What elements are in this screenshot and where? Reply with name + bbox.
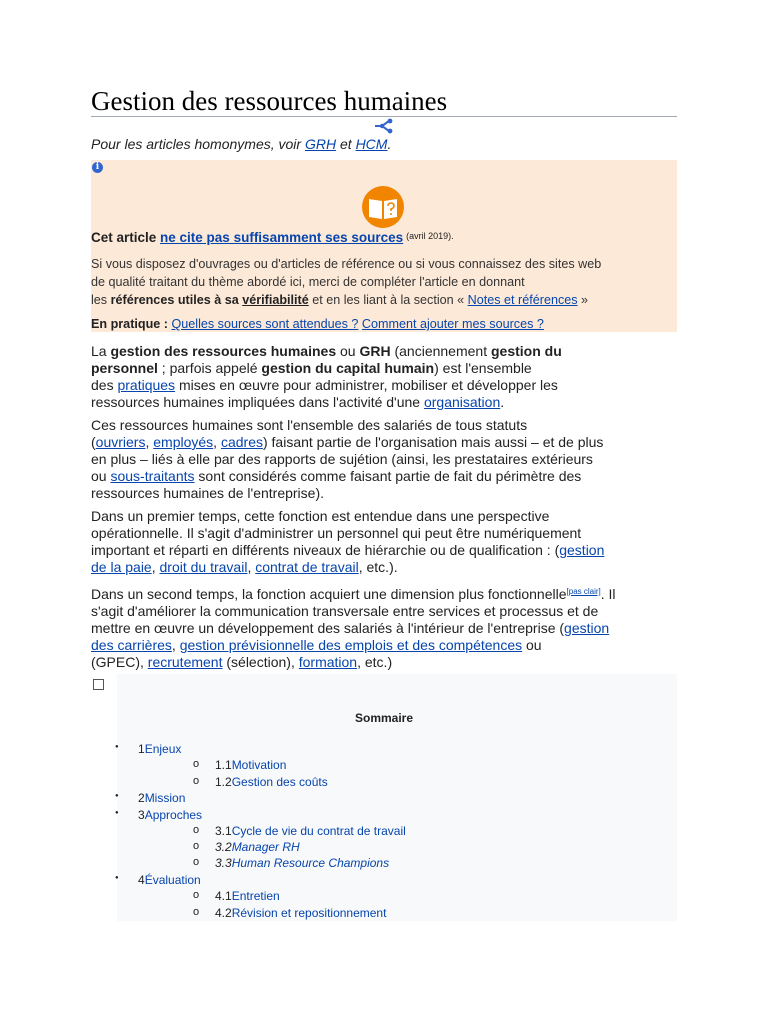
toc-item-number: 4.1 <box>215 889 232 903</box>
warning-text-part: » <box>577 293 589 307</box>
paragraph-salaries <box>91 417 681 502</box>
bullet-disc-icon: ● <box>115 744 119 750</box>
link-gestion-carrieres[interactable]: gestion <box>564 620 610 636</box>
paragraph-intro <box>91 343 681 411</box>
disambiguation-icon <box>373 118 395 134</box>
toc-item-label[interactable]: Human Resource Champions <box>231 856 390 870</box>
text: ressources humaines de l'entreprise). <box>91 485 325 501</box>
bullet-circle-icon: o <box>193 758 200 770</box>
toc-item-label[interactable]: Entretien <box>231 889 280 903</box>
toc-item-number: 4.2 <box>215 906 232 920</box>
toc-item[interactable] <box>115 873 201 887</box>
toc-item[interactable] <box>193 824 406 838</box>
text: , <box>151 559 160 575</box>
toc-item[interactable] <box>193 775 328 789</box>
link-hcm[interactable]: HCM <box>355 136 388 152</box>
text: , <box>171 637 180 653</box>
text: ressources humaines impliquées dans l'activité d'une <box>91 394 424 410</box>
link-ouvriers[interactable]: ouvriers <box>95 434 146 450</box>
link-quelles-sources[interactable]: Quelles sources sont attendues ? <box>171 317 359 331</box>
warning-text: de qualité traitant du thème abordé ici, merci de compléter l'article en donnant <box>91 275 525 289</box>
title-divider <box>91 116 677 117</box>
toc-margin <box>91 726 117 921</box>
bold-term: GRH <box>359 343 391 359</box>
toc-item-number: 3.2 <box>215 840 232 854</box>
text: , <box>247 559 256 575</box>
link-pas-clair[interactable]: [pas clair] <box>566 587 601 596</box>
table-of-contents <box>91 674 677 921</box>
bullet-disc-icon: ● <box>115 875 119 881</box>
toc-item-label[interactable]: Évaluation <box>144 873 201 887</box>
toc-item-label[interactable]: Approches <box>144 808 203 822</box>
link-notes-references[interactable]: Notes et références <box>467 293 578 307</box>
link-gestion-paie-cont[interactable]: de la paie <box>91 559 152 575</box>
practice-label: En pratique : <box>91 317 172 331</box>
toc-item-label[interactable]: Mission <box>144 791 186 805</box>
text: sont considérés comme faisant partie de fait du périmètre des <box>194 468 582 484</box>
text: mettre en œuvre un développement des salariés à l'intérieur de l'entreprise ( <box>91 620 565 636</box>
text: . <box>500 394 505 410</box>
toc-title: Sommaire <box>354 711 414 725</box>
text: Dans un premier temps, cette fonction est entendue dans une perspective <box>91 508 550 524</box>
bold-term: gestion du <box>491 343 562 359</box>
link-employes[interactable]: employés <box>153 434 214 450</box>
text: mises en œuvre pour administrer, mobiliser et développer les <box>175 377 558 393</box>
toc-item-label[interactable]: Gestion des coûts <box>231 775 328 789</box>
bullet-circle-icon: o <box>193 775 200 787</box>
text: en plus – liés à elle par des rapports de sujétion (ainsi, les prestataires extérieurs <box>91 451 593 467</box>
toc-item-label[interactable]: Enjeux <box>144 742 182 756</box>
text: , <box>145 434 154 450</box>
link-gestion-paie[interactable]: gestion <box>559 542 605 558</box>
text: important et réparti en différents niveaux de hiérarchie ou de qualification : ( <box>91 542 560 558</box>
warning-text <box>91 291 675 309</box>
link-formation[interactable]: formation <box>298 654 358 670</box>
bold-term: personnel <box>91 360 158 376</box>
toc-item[interactable] <box>115 791 186 805</box>
toc-item[interactable] <box>193 889 280 903</box>
warning-body <box>91 255 675 309</box>
toc-item-number: 3 <box>138 808 145 822</box>
bold-term: gestion du capital humain <box>261 360 435 376</box>
warning-heading-text: Cet article <box>91 230 161 245</box>
toc-item[interactable] <box>193 856 390 870</box>
toc-item[interactable] <box>193 906 387 920</box>
bullet-circle-icon: o <box>193 889 200 901</box>
text: ou <box>91 468 111 484</box>
text: , etc.) <box>357 654 393 670</box>
link-recrutement[interactable]: recrutement <box>147 654 223 670</box>
practice-line <box>91 317 544 331</box>
warning-text-part: les <box>91 293 111 307</box>
text: ) est l'ensemble <box>434 360 532 376</box>
text: La <box>91 343 111 359</box>
toc-item-number: 2 <box>138 791 145 805</box>
toc-item-number: 1.2 <box>215 775 232 789</box>
text: , <box>213 434 221 450</box>
link-sous-traitants[interactable]: sous-traitants <box>110 468 195 484</box>
text: (sélection), <box>222 654 299 670</box>
text: ou <box>522 637 542 653</box>
toc-item-label[interactable]: Révision et repositionnement <box>231 906 387 920</box>
link-comment-ajouter[interactable]: Comment ajouter mes sources ? <box>361 317 544 331</box>
bullet-disc-icon: ● <box>115 793 119 799</box>
toc-item[interactable] <box>193 758 287 772</box>
hatnote-text: Pour les articles homonymes, voir <box>91 136 305 152</box>
text: Dans un second temps, la fonction acquiert une dimension plus fonctionnelle <box>91 586 567 602</box>
book-question-icon <box>361 185 405 229</box>
toc-item-number: 3.1 <box>215 824 232 838</box>
toc-item-label[interactable]: Manager RH <box>231 840 300 854</box>
info-icon[interactable]: i <box>92 162 103 173</box>
toc-item-number: 1 <box>138 742 145 756</box>
hatnote <box>91 136 391 152</box>
link-gestion-carrieres-cont[interactable]: des carrières <box>91 637 172 653</box>
toc-toggle-checkbox[interactable] <box>93 679 104 690</box>
link-gpec[interactable]: gestion prévisionnelle des emplois et des compétences <box>179 637 523 653</box>
bullet-circle-icon: o <box>193 906 200 918</box>
bullet-circle-icon: o <box>193 856 200 868</box>
link-grh[interactable]: GRH <box>304 136 337 152</box>
text: ou <box>336 343 360 359</box>
toc-item-number: 3.3 <box>215 856 232 870</box>
paragraph-second-temps <box>91 583 681 671</box>
warning-text: Si vous disposez d'ouvrages ou d'articles de référence ou si vous connaissez des sites web <box>91 257 602 271</box>
toc-item-label[interactable]: Cycle de vie du contrat de travail <box>231 824 406 838</box>
toc-item[interactable] <box>115 808 203 822</box>
warning-text-bold: références utiles à sa <box>110 293 243 307</box>
link-sources-insuffisantes[interactable]: ne cite pas suffisamment ses sources <box>160 230 404 245</box>
text: (anciennement <box>390 343 491 359</box>
sources-warning-box <box>91 160 677 332</box>
text: Ces ressources humaines sont l'ensemble des salariés de tous statuts <box>91 417 528 433</box>
toc-item-number: 1.1 <box>215 758 232 772</box>
text: ; parfois appelé <box>157 360 262 376</box>
link-contrat-de-travail[interactable]: contrat de travail <box>255 559 359 575</box>
link-organisation[interactable]: organisation <box>423 394 501 410</box>
page-title: Gestion des ressources humaines <box>91 86 448 116</box>
toc-item[interactable] <box>193 840 300 854</box>
text: opérationnelle. Il s'agit d'administrer un personnel qui peut être numériquement <box>91 525 582 541</box>
link-verifiabilite[interactable]: vérifiabilité <box>242 293 309 307</box>
toc-item[interactable] <box>115 742 182 756</box>
text: . Il <box>600 586 616 602</box>
bullet-circle-icon: o <box>193 824 200 836</box>
text: des <box>91 377 118 393</box>
warning-date: (avril 2019). <box>406 231 454 241</box>
warning-text-part: et en les liant à la section « <box>308 293 468 307</box>
toc-item-label[interactable]: Motivation <box>231 758 287 772</box>
text: ) faisant partie de l'organisation mais aussi – et de plus <box>262 434 604 450</box>
hatnote-text: . <box>387 136 392 152</box>
link-pratiques[interactable]: pratiques <box>117 377 176 393</box>
warning-heading <box>91 230 454 245</box>
toc-item-number: 4 <box>138 873 145 887</box>
paragraph-premier-temps <box>91 508 681 576</box>
link-droit-du-travail[interactable]: droit du travail <box>159 559 248 575</box>
hatnote-text: et <box>336 136 356 152</box>
text: s'agit d'améliorer la communication transversale entre services et processus et de <box>91 603 599 619</box>
text: (GPEC), <box>91 654 148 670</box>
text: ( <box>91 434 96 450</box>
bullet-disc-icon: ● <box>115 810 119 816</box>
bullet-circle-icon: o <box>193 840 200 852</box>
bold-term: gestion des ressources humaines <box>110 343 337 359</box>
text: , etc.). <box>358 559 398 575</box>
link-cadres[interactable]: cadres <box>220 434 263 450</box>
